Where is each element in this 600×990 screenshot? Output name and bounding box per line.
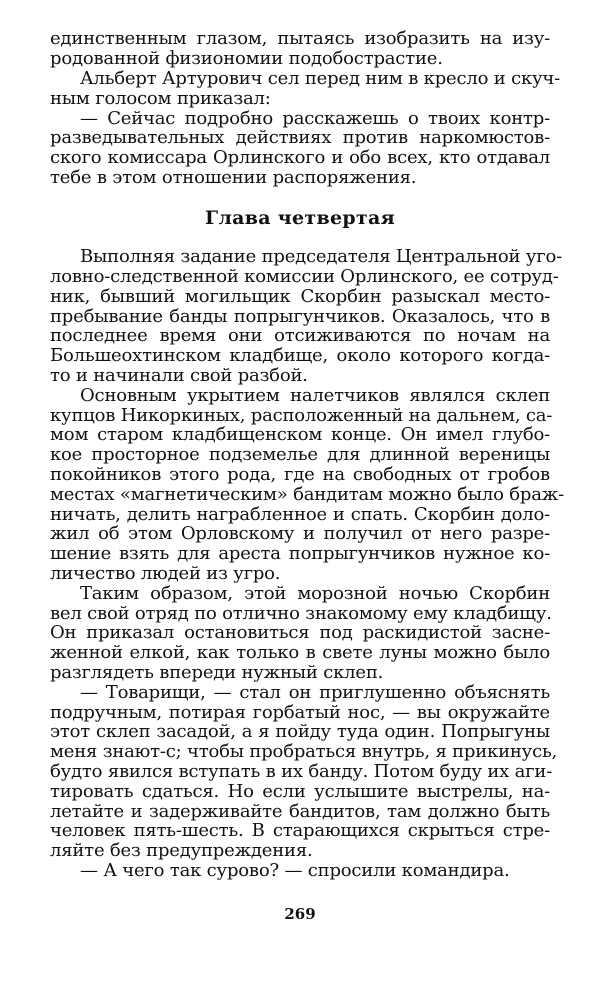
text-line: мом старом кладбищенском конце. Он имел глубо- (50, 424, 550, 445)
text-line: жил об этом Орловскому и получил от него разре- (50, 523, 550, 544)
page-number: 269 (284, 905, 316, 923)
text-line: шение взять для ареста попрыгунчиков нужное ко- (50, 543, 550, 564)
text-line: Он приказал остановиться под раскидистой засне- (50, 622, 550, 643)
text-line: — Сейчас подробно расскажешь о твоих контр- (80, 108, 550, 129)
text-line: — А чего так сурово? — спросили командира. (80, 860, 510, 881)
text-line: ничать, делить награбленное и спать. Скорбин доло- (50, 504, 550, 525)
text-line: вел свой отряд по отлично знакомому ему кладбищу. (50, 603, 552, 624)
text-line: Большеохтинском кладбище, около которого когда- (50, 345, 550, 366)
text-line: единственным глазом, пытаясь изобразить на изу- (50, 28, 550, 49)
text-line: разглядеть впереди нужный склеп. (50, 662, 384, 683)
text-line: личество людей из угро. (50, 563, 281, 584)
text-line: тировать сдаться. Но если услышите выстрелы, на- (50, 781, 550, 802)
text-line: будто явился вступать в их банду. Потом буду их аги- (50, 761, 553, 782)
text-line: местах «магнетическим» бандитам можно было браж- (50, 484, 564, 505)
text-line: пребывание банды попрыгунчиков. Оказалось, что в (50, 306, 550, 327)
text-line: женной елкой, как только в свете луны можно было (50, 642, 550, 663)
text-line: то и начинали свой разбой. (50, 365, 308, 386)
text-line: разведывательных действиях против наркомюстов- (50, 127, 550, 148)
text-line: последнее время они отсиживаются по ночам на (50, 325, 550, 346)
text-line: тебе в этом отношении распоряжения. (50, 167, 417, 188)
text-line: этот склеп засадой, а я пойду туда один. Попрыгуны (50, 721, 550, 742)
text-line: ляйте без предупреждения. (50, 840, 313, 861)
text-line: — Товарищи, — стал он приглушенно объяснять (80, 682, 550, 703)
text-line: Основным укрытием налетчиков являлся склеп (80, 385, 550, 406)
text-line: Выполняя задание председателя Центральной уго- (80, 246, 562, 267)
text-line: покойников этого рода, где на свободных от гробов (50, 464, 550, 485)
text-line: Таким образом, этой морозной ночью Скорбин (80, 583, 550, 604)
text-line: купцов Никоркиных, расположенный на дальнем, са- (50, 405, 553, 426)
text-line: Альберт Артурович сел перед ним в кресло и скуч- (80, 68, 560, 89)
text-line: родованной физиономии подобострастие. (50, 48, 443, 69)
text-line: ным голосом приказал: (50, 88, 271, 109)
text-line: ник, бывший могильщик Скорбин разыскал место- (50, 286, 550, 307)
text-line: ского комиссара Орлинского и обо всех, кто отдавал (50, 147, 550, 168)
text-line: ловно-следственной комиссии Орлинского, ее сотруд- (50, 266, 559, 287)
text-line: кое просторное подземелье для длинной вереницы (50, 444, 550, 465)
chapter-title: Глава четвертая (205, 207, 395, 229)
text-line: летайте и задерживайте бандитов, там должно быть (50, 801, 550, 822)
text-line: человек пять-шесть. В старающихся скрыться стре- (50, 820, 550, 841)
text-line: подручным, потирая горбатый нос, — вы окружайте (50, 702, 550, 723)
text-line: меня знают-с; чтобы пробраться внутрь, я прикинусь, (50, 741, 558, 762)
